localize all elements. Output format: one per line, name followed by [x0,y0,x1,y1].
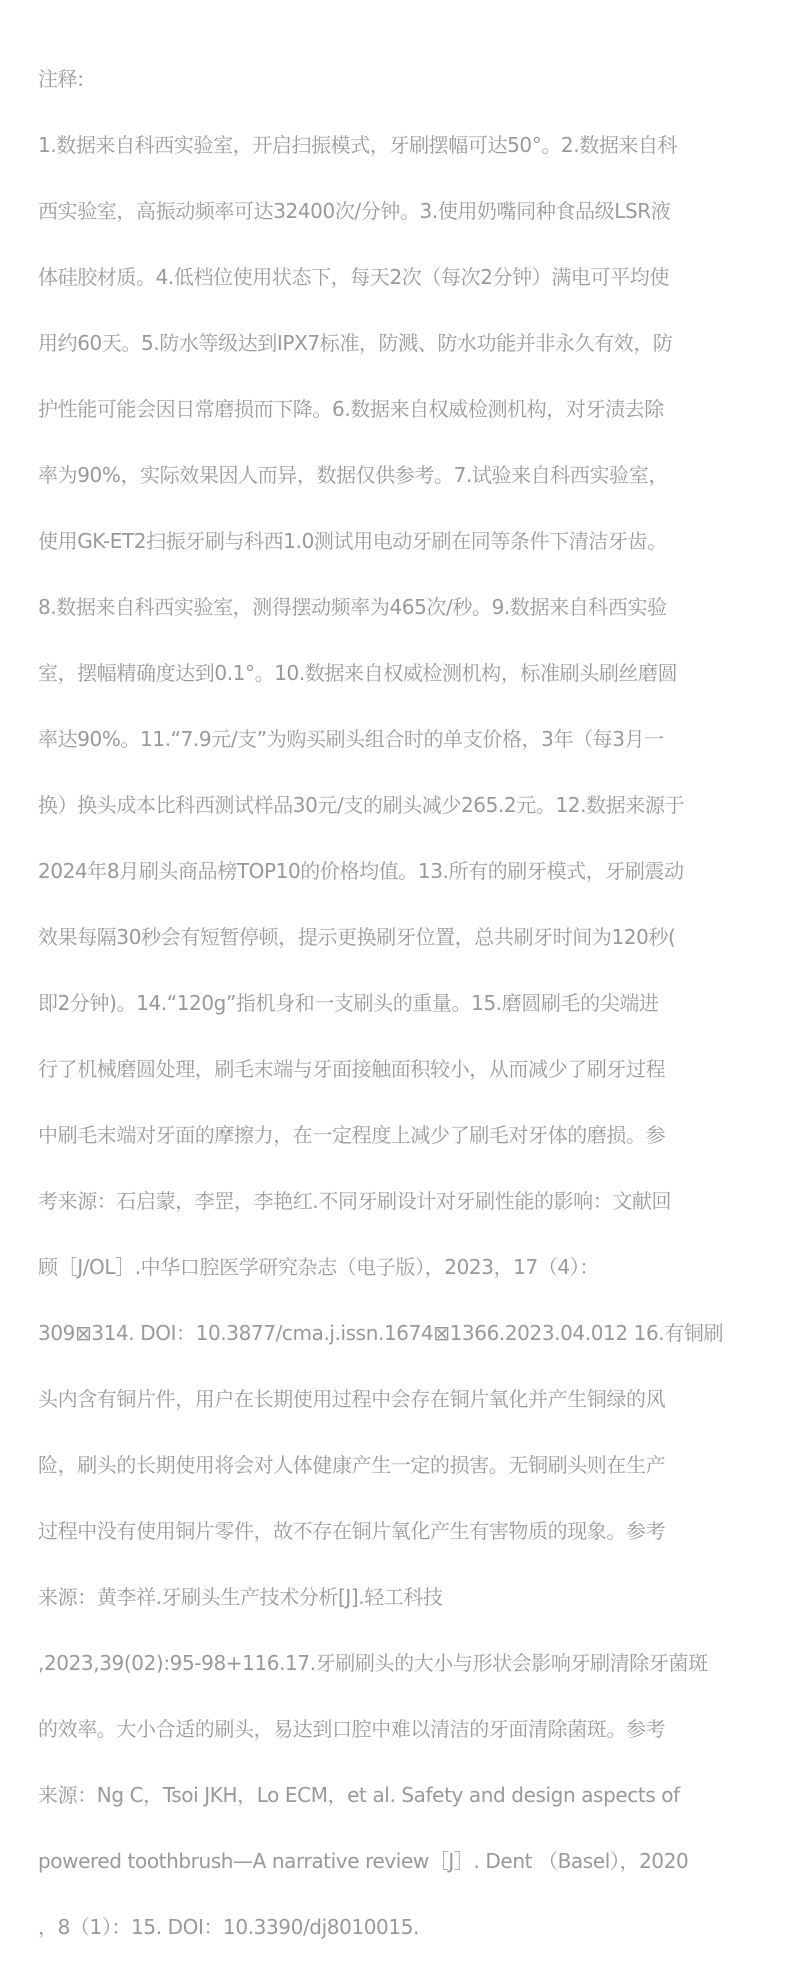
footnote-line: ，8（1）：15. DOI：10.3390/dj8010015. [38,1915,419,1939]
footnote-line: 2024年8月刷头商品榜TOP10的价格均值。13.所有的刷牙模式，牙刷震动 [38,859,684,883]
footnote-line: 行了机械磨圆处理，刷毛末端与牙面接触面积较小，从而减少了刷牙过程 [38,1057,666,1081]
footnote-line: 西实验室，高振动频率可达32400次/分钟。3.使用奶嘴同种食品级LSR液 [38,199,671,223]
footnote-line: 即2分钟)。14.“120g”指机身和一支刷头的重量。15.磨圆刷毛的尖端进 [38,991,659,1015]
footnotes-title: 注释: [38,67,84,91]
footnote-line: 体硅胶材质。4.低档位使用状态下，每天2次（每次2分钟）满电可平均使 [38,265,669,289]
footnote-line: 过程中没有使用铜片零件，故不存在铜片氧化产生有害物质的现象。参考 [38,1519,666,1543]
footnotes-block [38,34,754,1972]
footnote-line: 来源：Ng C，Tsoi JKH，Lo ECM，et al. Safety and design aspects of [38,1783,680,1807]
footnote-line: 中刷毛末端对牙面的摩擦力，在一定程度上减少了刷毛对牙体的磨损。参 [38,1123,666,1147]
footnote-line: 换）换头成本比科西测试样品30元/支的刷头减少265.2元。12.数据来源于 [38,793,685,817]
footnote-line: 护性能可能会因日常磨损而下降。6.数据来自权威检测机构，对牙渍去除 [38,397,664,421]
footnote-line: 顾［J/OL］.中华口腔医学研究杂志（电子版），2023，17（4）： [38,1255,599,1279]
footnote-line: 室，摆幅精确度达到0.1°。10.数据来自权威检测机构，标准刷头刷丝磨圆 [38,661,678,685]
footnote-line: 来源：黄李祥.牙刷头生产技术分析[J].轻工科技 [38,1585,443,1609]
footnote-line: 险，刷头的长期使用将会对人体健康产生一定的损害。无铜刷头则在生产 [38,1453,666,1477]
footnote-line: ,2023,39(02):95-98+116.17.牙刷刷头的大小与形状会影响牙刷清除牙菌斑 [38,1651,708,1675]
footnote-line: 的效率。大小合适的刷头，易达到口腔中难以清洁的牙面清除菌斑。参考 [38,1717,666,1741]
footnote-line: 1.数据来自科西实验室，开启扫振模式，牙刷摆幅可达50°。2.数据来自科 [38,133,678,157]
footnote-line: 使用GK-ET2扫振牙刷与科西1.0测试用电动牙刷在同等条件下清洁牙齿。 [38,529,667,553]
footnote-line: 用约60天。5.防水等级达到IPX7标准，防溅、防水功能并非永久有效，防 [38,331,673,355]
footnote-line: 效果每隔30秒会有短暂停顿，提示更换刷牙位置，总共刷牙时间为120秒( [38,925,676,949]
footnote-line: powered toothbrush—A narrative review［J］. Dent （Basel），2020 [38,1849,689,1873]
footnote-line: 309⊠314. DOI：10.3877/cma.j.issn.1674⊠1366.2023.04.012 16.有铜刷 [38,1321,724,1345]
footnote-line: 8.数据来自科西实验室，测得摆动频率为465次/秒。9.数据来自科西实验 [38,595,667,619]
footnote-line: 考来源：石启蒙，李罡，李艳红.不同牙刷设计对牙刷性能的影响：文献回 [38,1189,672,1213]
footnote-line: 率达90%。11.“7.9元/支”为购买刷头组合时的单支价格，3年（每3月一 [38,727,664,751]
footnote-line: 率为90%，实际效果因人而异，数据仅供参考。7.试验来自科西实验室， [38,463,668,487]
footnote-line: 头内含有铜片件，用户在长期使用过程中会存在铜片氧化并产生铜绿的风 [38,1387,666,1411]
